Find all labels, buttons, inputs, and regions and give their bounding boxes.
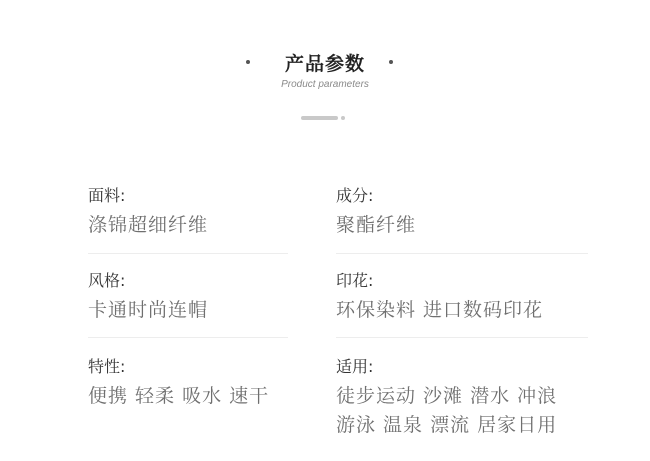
spec-features [88, 357, 269, 411]
spec-label: 适用: [336, 357, 374, 376]
spec-value: 环保染料 进口数码印花 [336, 299, 544, 321]
spec-label: 面料: [88, 186, 126, 205]
spec-label: 印花: [336, 271, 374, 290]
row-divider [88, 253, 288, 254]
spec-value: 涤锦超细纤维 [88, 214, 209, 236]
spec-print [336, 271, 543, 325]
section-title: 产品参数 [284, 53, 365, 75]
row-divider [336, 337, 588, 338]
spec-value: 卡通时尚连帽 [88, 299, 209, 321]
spec-style [88, 271, 208, 325]
spec-label: 风格: [88, 271, 126, 290]
section-subtitle: Product parameters [281, 79, 369, 90]
spec-value: 聚酯纤维 [336, 214, 417, 236]
row-divider [88, 337, 288, 338]
spec-label: 成分: [336, 186, 374, 205]
spec-label: 特性: [88, 357, 126, 376]
spec-value-line1: 徒步运动 沙滩 潜水 冲浪 [336, 385, 558, 407]
spec-usage [336, 357, 557, 440]
spec-value-line2: 游泳 温泉 漂流 居家日用 [336, 414, 558, 436]
spec-value: 便携 轻柔 吸水 速干 [88, 385, 270, 407]
row-divider [336, 253, 588, 254]
spec-fabric [88, 186, 208, 240]
spec-composition [336, 186, 416, 240]
